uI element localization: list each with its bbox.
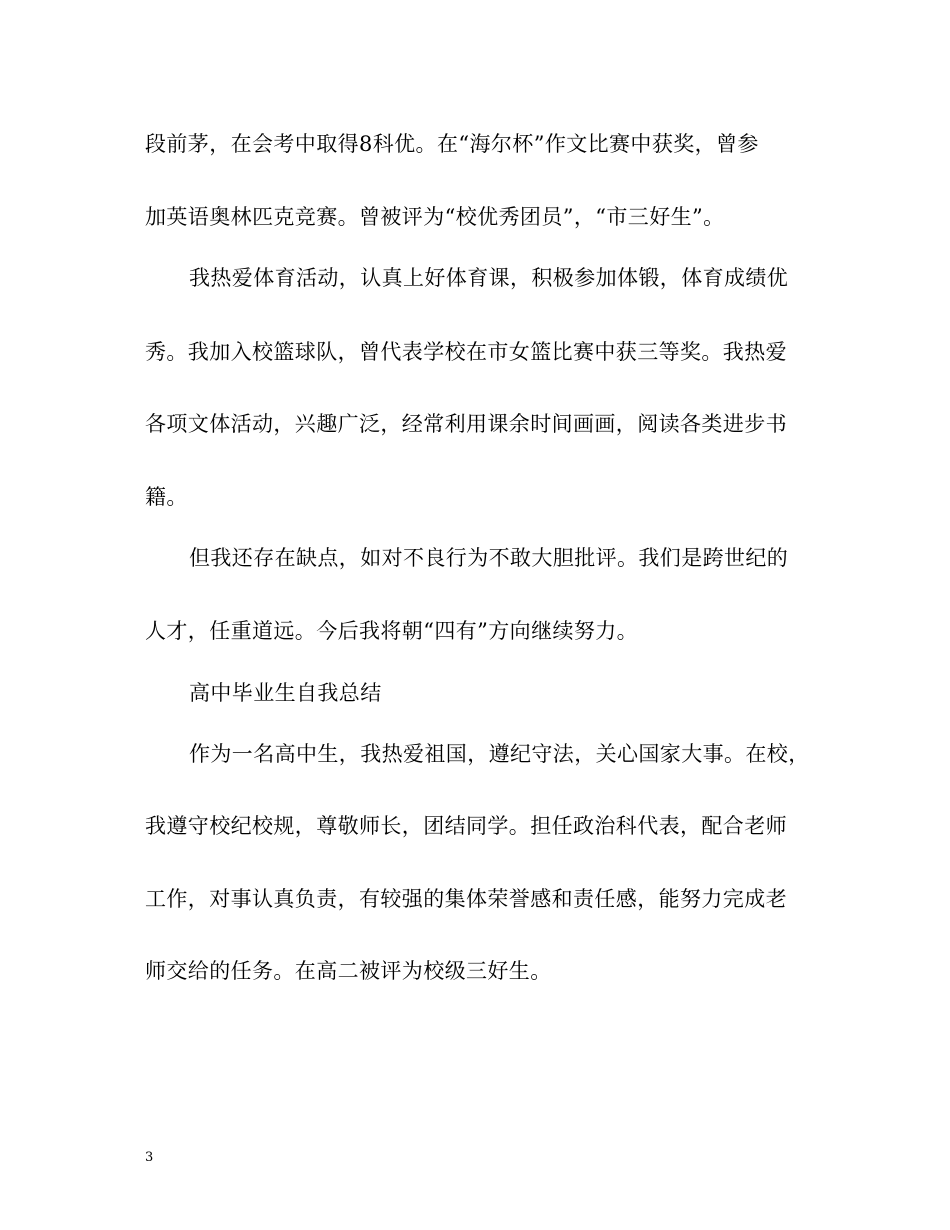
text-line: 段前茅，在会考中取得8科优。在“海尔杯”作文比赛中获奖，曾参	[145, 132, 759, 156]
paragraph-start-line: 作为一名高中生，我热爱祖国，遵纪守法，关心国家大事。在校，	[189, 742, 810, 766]
text-line: 秀。我加入校篮球队，曾代表学校在市女篮比赛中获三等奖。我热爱	[145, 340, 787, 364]
paragraph-start-line: 我热爱体育活动，认真上好体育课，积极参加体锻，体育成绩优	[189, 266, 789, 290]
text-line: 工作，对事认真负责，有较强的集体荣誉感和责任感，能努力完成老	[145, 887, 787, 911]
text-line: 我遵守校纪校规，尊敬师长，团结同学。担任政治科代表，配合老师	[145, 814, 787, 838]
section-heading: 高中毕业生自我总结	[189, 681, 382, 705]
text-line: 籍。	[145, 485, 188, 509]
text-line: 人才，任重道远。今后我将朝“四有”方向继续努力。	[145, 619, 639, 643]
text-line: 师交给的任务。在高二被评为校级三好生。	[145, 959, 552, 983]
text-line: 各项文体活动，兴趣广泛，经常利用课余时间画画，阅读各类进步书	[145, 412, 787, 436]
page-number: 3	[145, 1150, 154, 1165]
paragraph-start-line: 但我还存在缺点，如对不良行为不敢大胆批评。我们是跨世纪的	[189, 546, 789, 570]
text-line: 加英语奥林匹克竞赛。曾被评为“校优秀团员”，“市三好生”。	[145, 205, 725, 229]
